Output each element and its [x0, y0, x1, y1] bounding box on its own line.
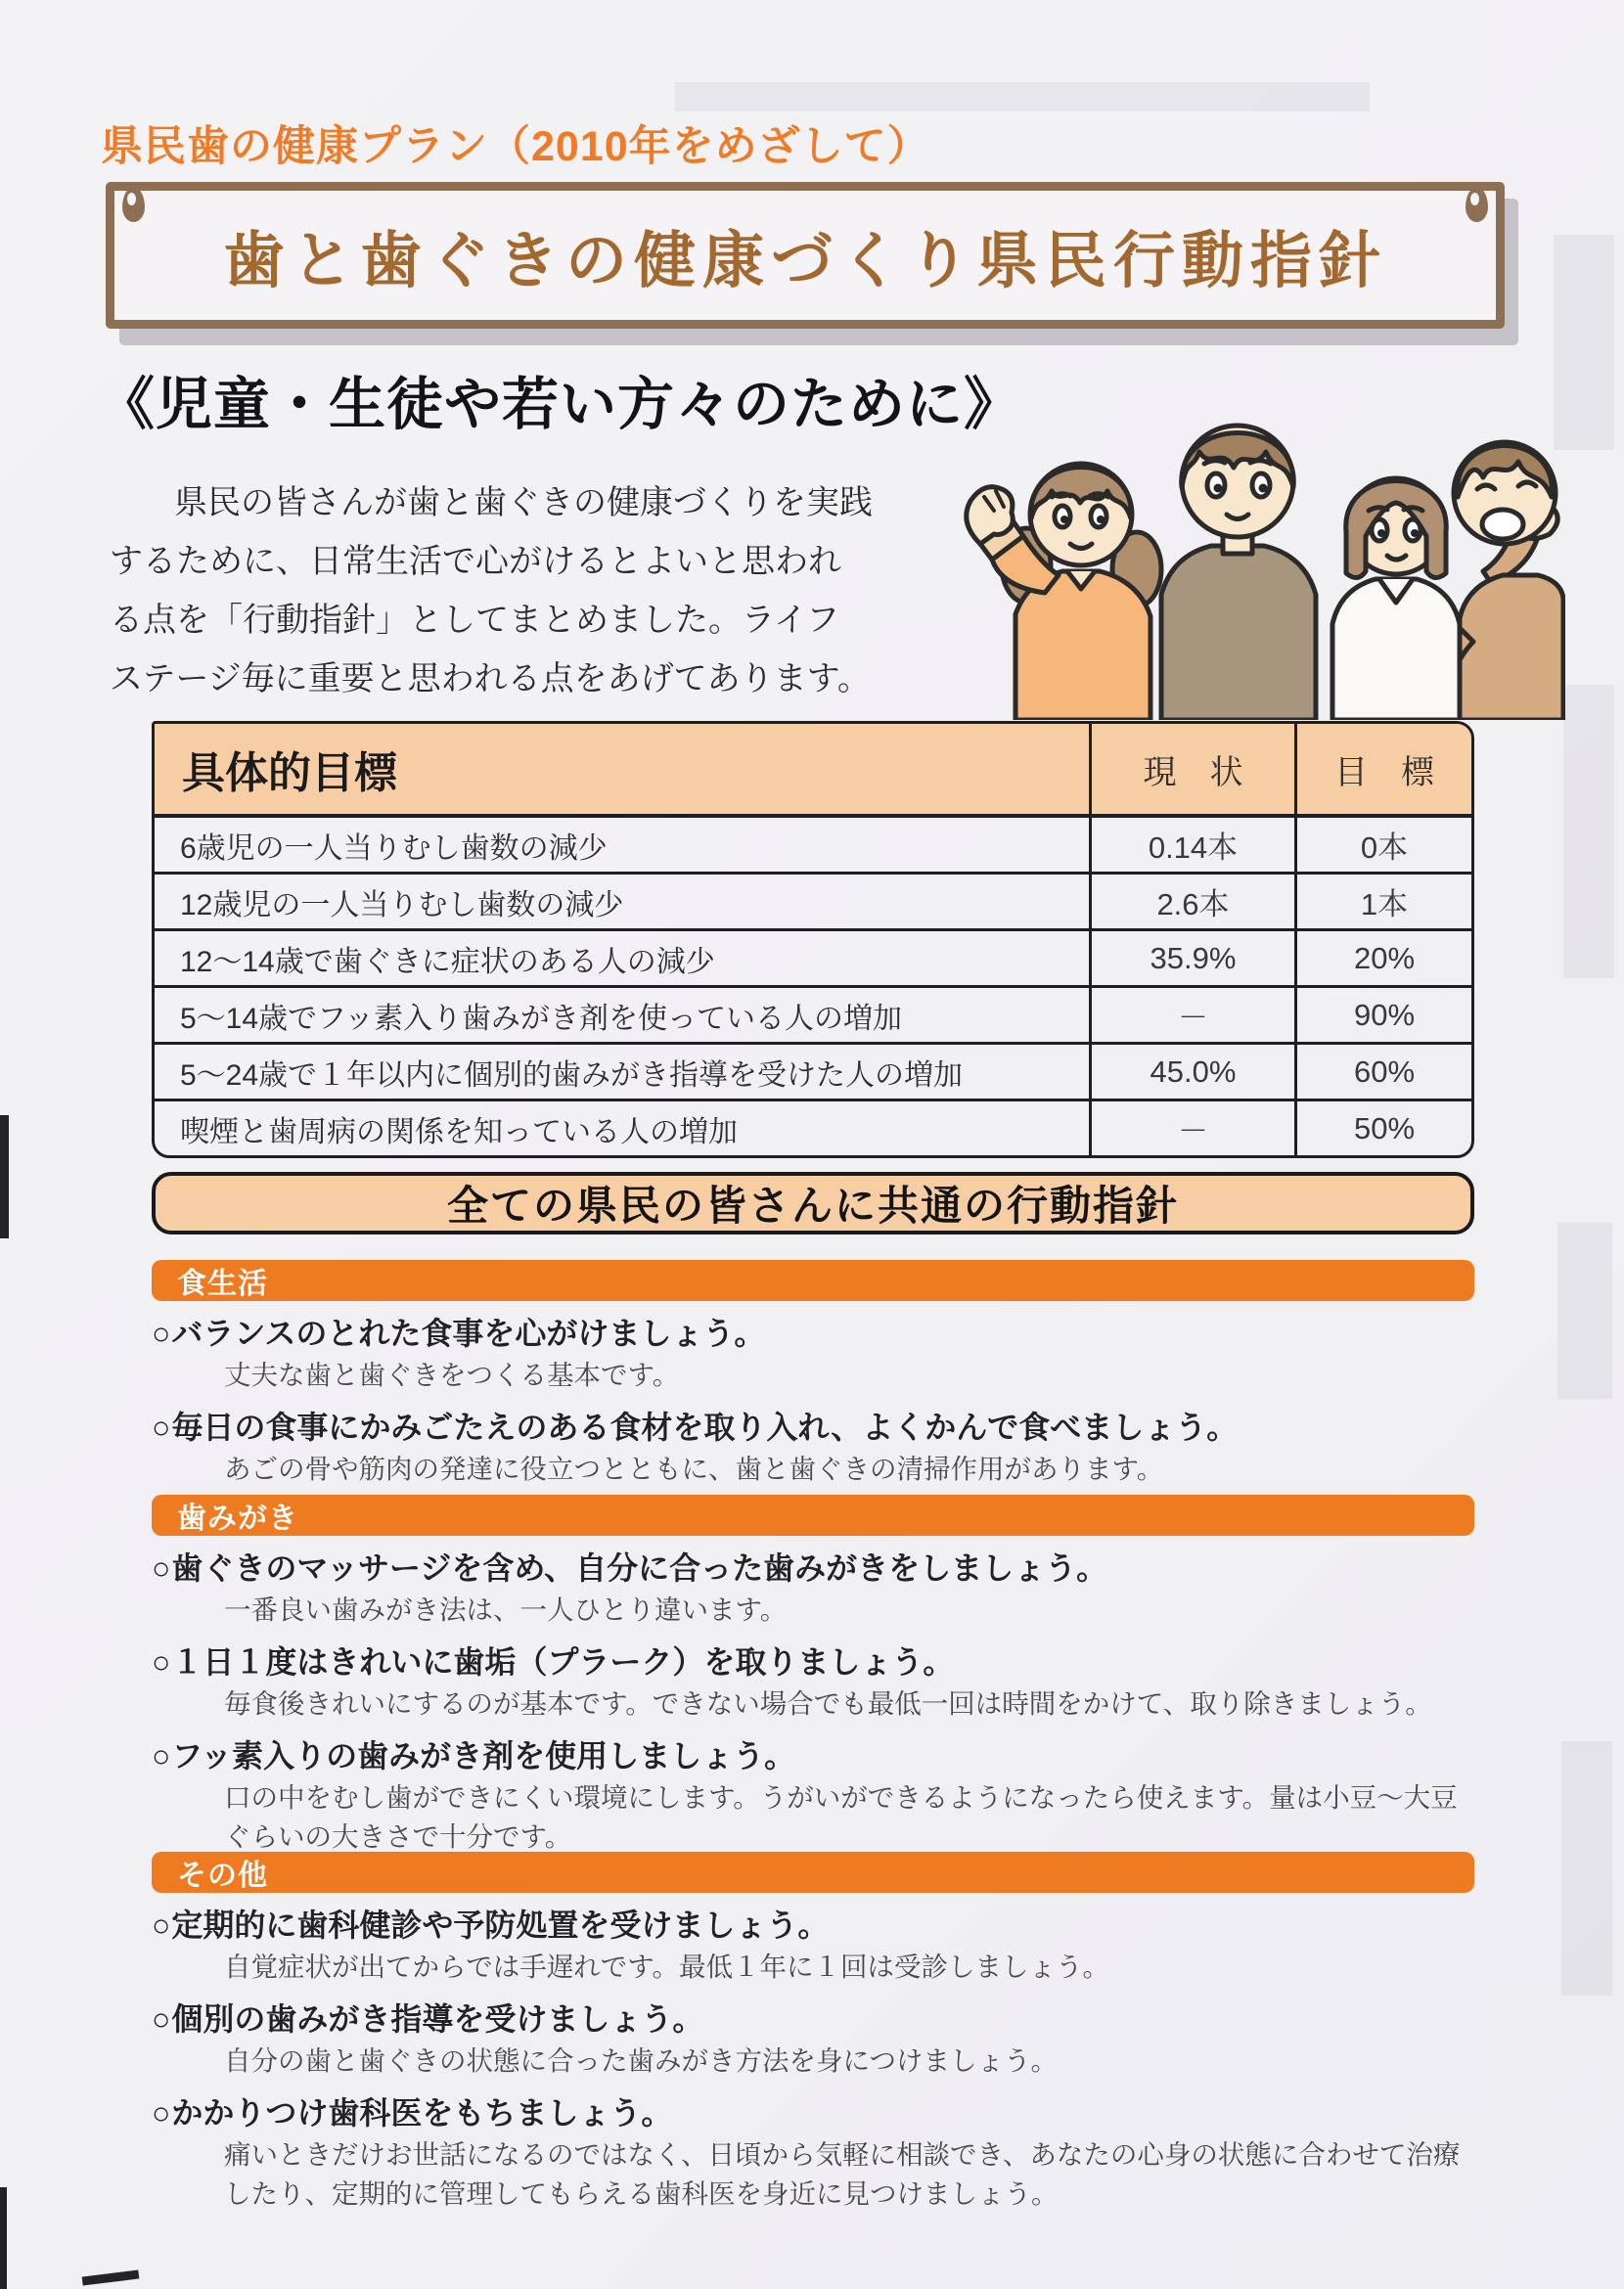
guidance-detail: 自分の歯と歯ぐきの状態に合った歯みがき方法を身につけましょう。 [224, 2045, 1058, 2076]
circle-bullet-icon: ○ [152, 1644, 171, 1680]
section-diet [152, 1260, 1474, 1489]
guidance-detail: 毎食後きれいにするのが基本です。できない場合でも最低一回は時間をかけて、取り除きましょう。 [224, 1688, 1432, 1719]
guidance-detail: 自覚症状が出てからでは手遅れです。最低１年に１回は受診しましょう。 [224, 1952, 1110, 1982]
circle-bullet-icon: ○ [152, 2095, 171, 2131]
point-text: バランスのとれた食事を心がけましょう。 [171, 1316, 766, 1351]
point-text: １日１度はきれいに歯垢（プラーク）を取りましょう。 [171, 1644, 955, 1680]
point-text: フッ素入りの歯みがき剤を使用しましょう。 [171, 1738, 796, 1773]
intro-line: る点を「行動指針」としてまとめました。ライフ [110, 602, 839, 639]
section-bar-other: その他 [152, 1852, 1474, 1893]
guidance-point [152, 1314, 1474, 1353]
four-people-illustration [951, 387, 1565, 720]
column-header-goal: 具体的目標 [182, 749, 397, 797]
scan-artifact [1563, 685, 1614, 978]
section-other [152, 1852, 1474, 2214]
guidance-detail: 一番良い歯みがき法は、一人ひとり違います。 [224, 1594, 788, 1625]
current-cell: 0.14本 [1089, 818, 1294, 872]
guidance-point [152, 1548, 1474, 1588]
point-text: 定期的に歯科健診や予防処置を受けましょう。 [171, 1908, 830, 1943]
guidance-detail: あごの骨や筋肉の発達に役立つとともに、歯と歯ぐきの清掃作用があります。 [224, 1454, 1164, 1484]
circle-bullet-icon: ○ [152, 1316, 171, 1351]
guidance-point [152, 1408, 1474, 1447]
guidance-detail: 丈夫な歯と歯ぐきをつくる基本です。 [224, 1360, 680, 1390]
audience-heading: 《児童・生徒や若い方々のために》 [98, 373, 1022, 436]
circle-bullet-icon: ○ [152, 2001, 171, 2037]
goal-cell: 5～14歳でフッ素入り歯みがき剤を使っている人の増加 [180, 1002, 902, 1035]
scan-artifact [675, 82, 1370, 112]
guidance-point [152, 1999, 1474, 2039]
section-toothbrushing [152, 1495, 1474, 1857]
current-cell: 45.0% [1089, 1045, 1294, 1099]
guidance-point [152, 1642, 1474, 1682]
table-row [155, 818, 1471, 872]
column-header-current: 現 状 [1089, 724, 1294, 814]
table-row [155, 872, 1471, 928]
main-title: 歯と歯ぐきの健康づくり県民行動指針 [223, 226, 1387, 295]
tack-icon [1466, 187, 1488, 222]
current-cell: － [1089, 1101, 1294, 1155]
target-cell: 90% [1294, 988, 1471, 1042]
section-bar-diet: 食生活 [152, 1260, 1474, 1301]
target-cell: 20% [1294, 931, 1471, 985]
main-title-frame [106, 182, 1505, 329]
current-cell: 2.6本 [1089, 875, 1294, 928]
scan-artifact [82, 2269, 140, 2285]
circle-bullet-icon: ○ [152, 1410, 171, 1445]
tack-icon [122, 187, 145, 222]
guidance-detail: 痛いときだけお世話になるのではなく、日頃から気軽に相談でき、あなたの心身の状態に合わせて治療したり、定期的に管理してもらえる歯科医を身近に見つけましょう。 [224, 2139, 1461, 2209]
circle-bullet-icon: ○ [152, 1908, 171, 1943]
scan-artifact [0, 2187, 7, 2289]
goal-cell: 12歳児の一人当りむし歯数の減少 [180, 888, 624, 921]
table-row [155, 1099, 1471, 1155]
intro-line: するために、日常生活で心がけるとよいと思われ [110, 543, 841, 580]
table-row [155, 928, 1471, 985]
target-cell: 50% [1294, 1101, 1471, 1155]
goal-cell: 喫煙と歯周病の関係を知っている人の増加 [180, 1115, 738, 1148]
guidance-point [152, 1736, 1474, 1775]
point-text: 個別の歯みがき指導を受けましょう。 [171, 2001, 704, 2037]
point-text: かかりつけ歯科医をもちましょう。 [171, 2095, 673, 2131]
guidance-point [152, 1906, 1474, 1945]
column-header-target: 目 標 [1294, 724, 1471, 814]
scan-artifact [0, 1115, 9, 1238]
table-row [155, 985, 1471, 1042]
goal-cell: 12～14歳で歯ぐきに症状のある人の減少 [180, 945, 715, 978]
goal-cell: 5～24歳で１年以内に個別的歯みがき指導を受けた人の増加 [180, 1058, 964, 1092]
target-cell: 60% [1294, 1045, 1471, 1099]
intro-paragraph [110, 473, 873, 708]
circle-bullet-icon: ○ [152, 1738, 171, 1773]
goals-table [152, 721, 1474, 1158]
goals-table-header [155, 724, 1471, 818]
current-cell: － [1089, 988, 1294, 1042]
point-text: 歯ぐきのマッサージを含め、自分に合った歯みがきをしましょう。 [171, 1550, 1108, 1586]
target-cell: 0本 [1294, 818, 1471, 872]
scan-artifact [1561, 1741, 1612, 1996]
scan-artifact [1557, 1223, 1612, 1399]
intro-line: ステージ毎に重要と思われる点をあげてあります。 [110, 660, 871, 697]
point-text: 毎日の食事にかみごたえのある食材を取り入れ、よくかんで食べましょう。 [171, 1410, 1239, 1445]
intro-line: 県民の皆さんが歯と歯ぐきの健康づくりを実践 [174, 484, 873, 521]
current-cell: 35.9% [1089, 931, 1294, 985]
guidance-point [152, 2093, 1474, 2132]
table-row [155, 1042, 1471, 1099]
plan-eyebrow-title: 県民歯の健康プラン（2010年をめざして） [101, 123, 930, 170]
section-bar-toothbrushing: 歯みがき [152, 1495, 1474, 1536]
guidance-detail: 口の中をむし歯ができにくい環境にします。うがいができるようになったら使えます。量は小豆～大豆ぐらいの大きさで十分です。 [224, 1782, 1458, 1852]
common-guidance-banner: 全ての県民の皆さんに共通の行動指針 [152, 1172, 1474, 1234]
target-cell: 1本 [1294, 875, 1471, 928]
goal-cell: 6歳児の一人当りむし歯数の減少 [180, 831, 608, 865]
circle-bullet-icon: ○ [152, 1550, 171, 1586]
